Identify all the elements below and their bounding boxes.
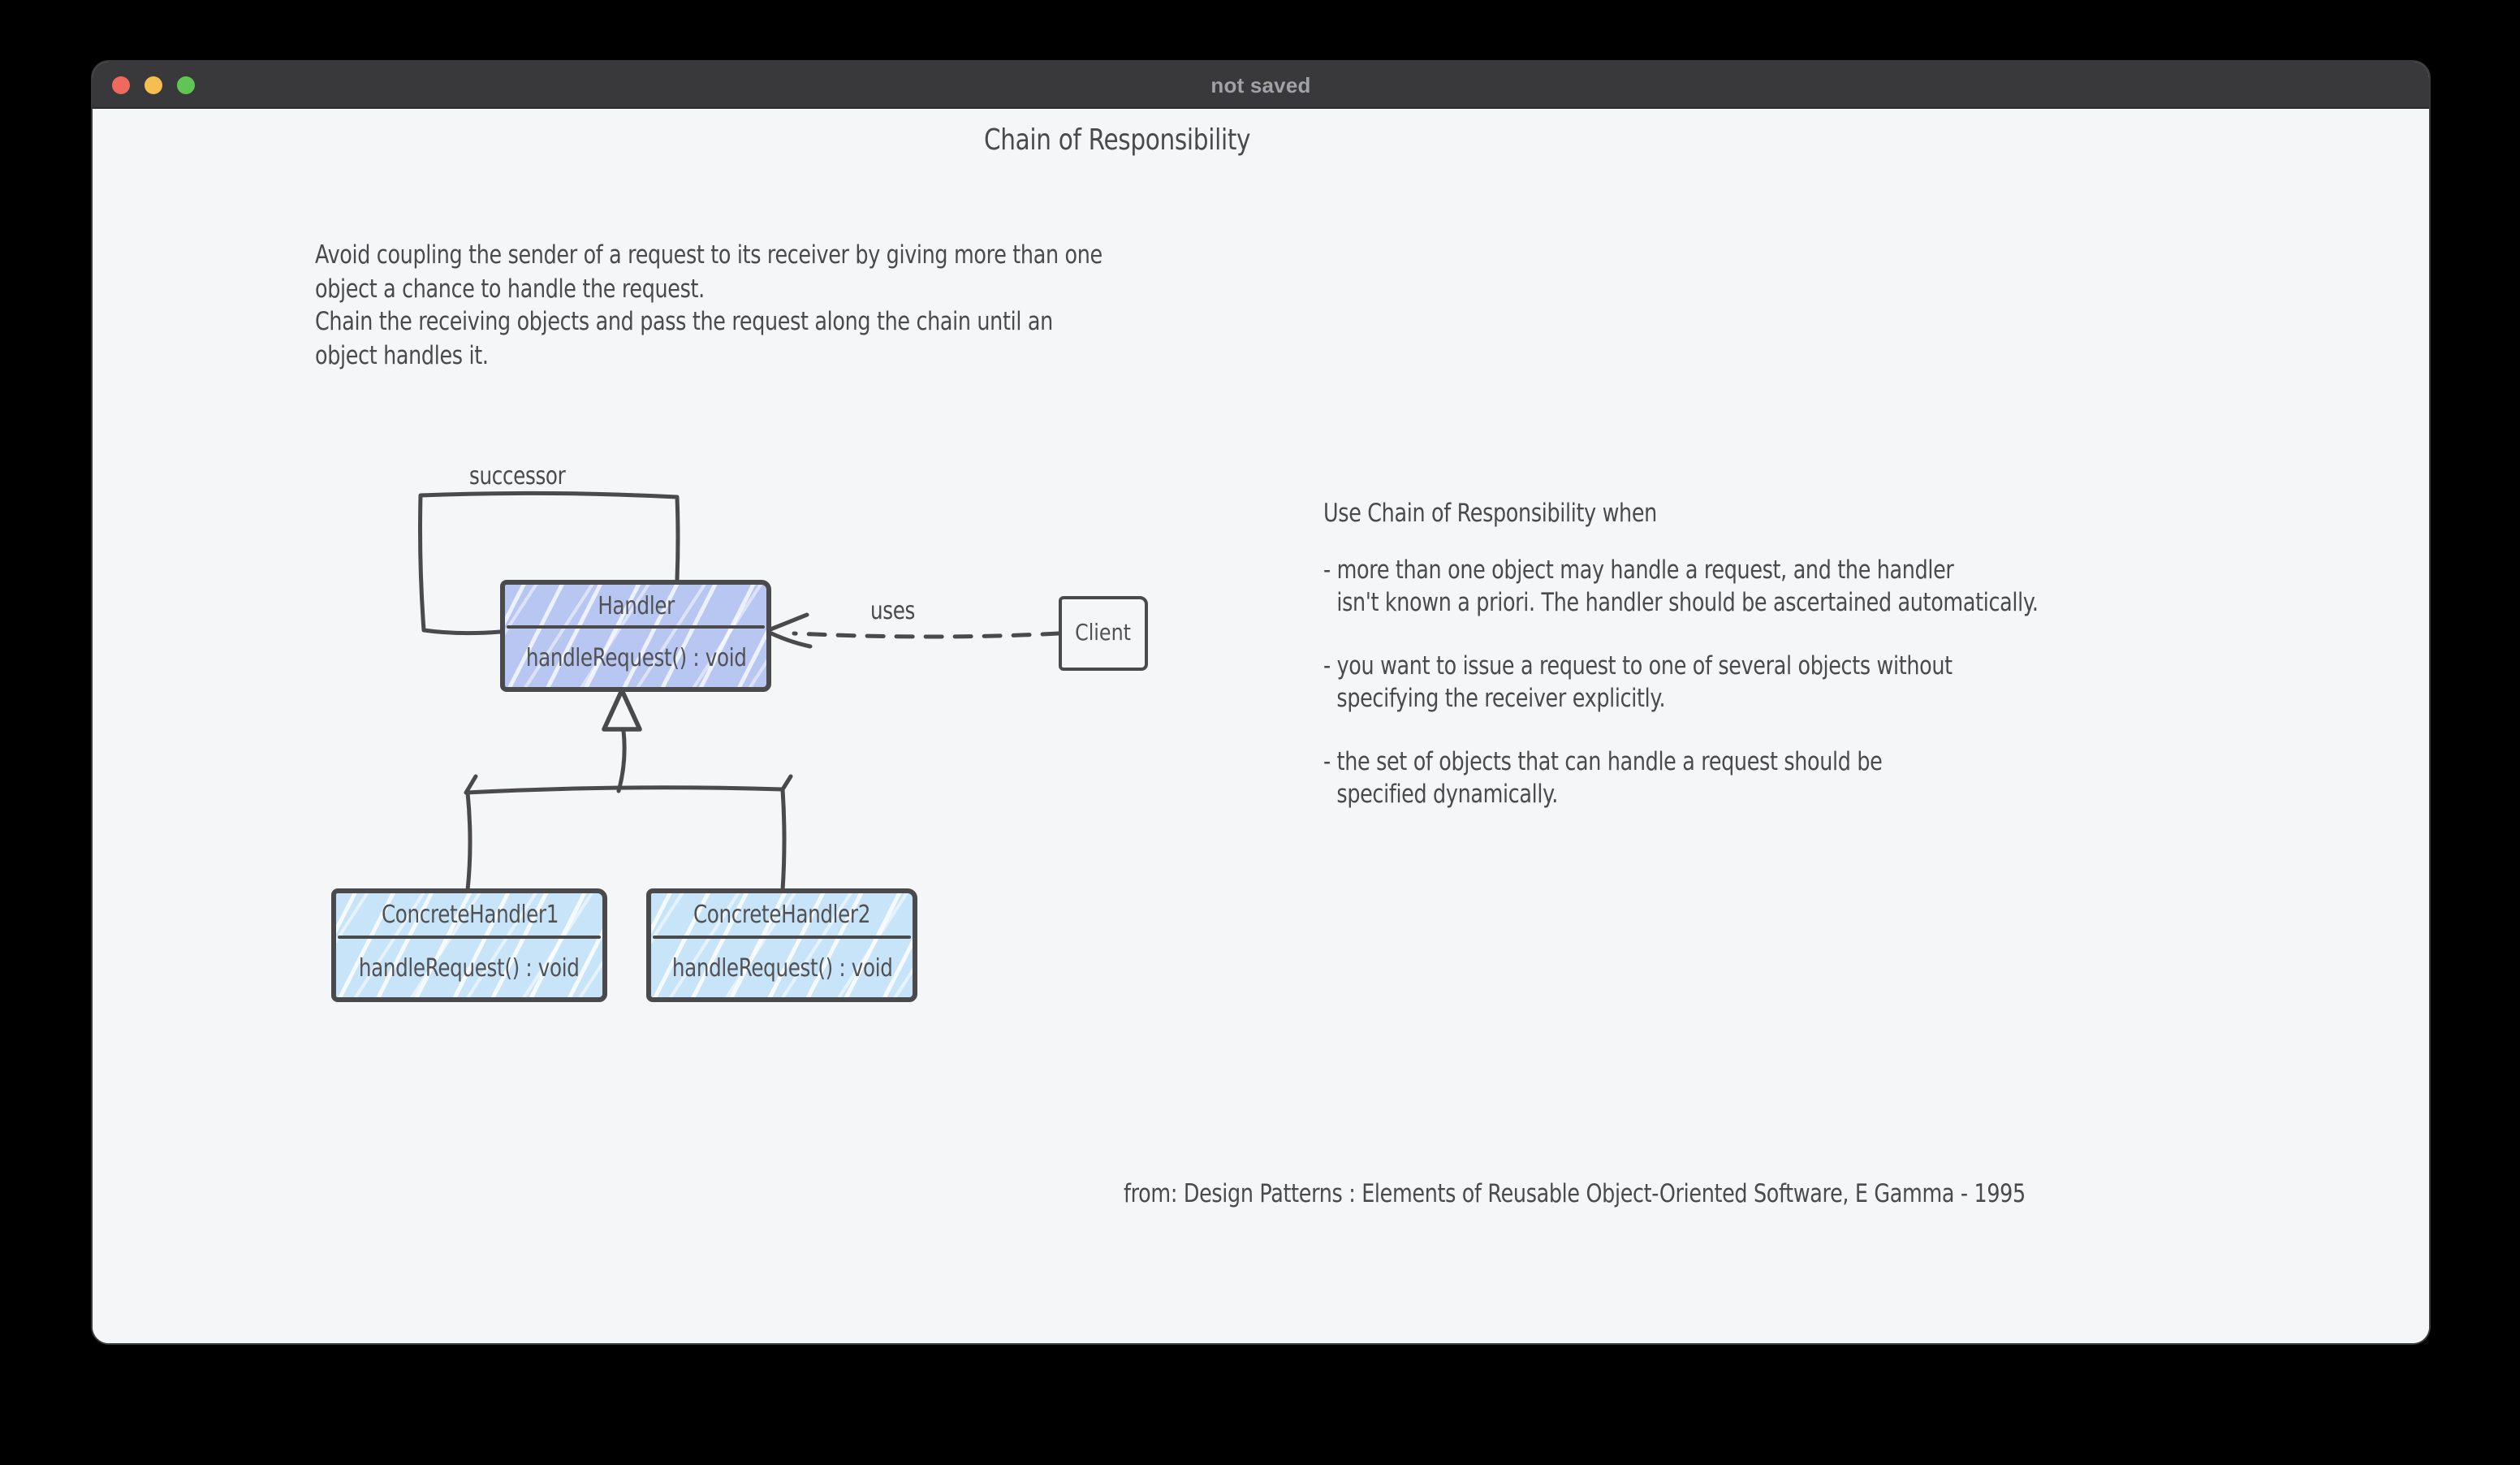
inheritance-horizontal-line[interactable]	[466, 776, 791, 793]
attribution-text[interactable]: from: Design Patterns : Elements of Reusable Object-Oriented Software, E Gamma - 1995	[1124, 1179, 2026, 1208]
usage-bullet	[1323, 649, 2039, 715]
uses-label[interactable]: uses	[870, 596, 916, 625]
concrete-handler2-method-text: handleRequest() : void	[671, 953, 892, 983]
usage-bullet	[1323, 553, 2039, 620]
description-line: object handles it.	[315, 340, 489, 369]
inheritance-triangle[interactable]	[604, 690, 640, 729]
usage-bullet-line: - the set of objects that can handle a request should be	[1323, 746, 1883, 776]
description-line: Avoid coupling the sender of a request to its receiver by giving more than one	[315, 240, 1102, 270]
handler-method-text: handleRequest() : void	[525, 643, 746, 673]
handler-class-box[interactable]	[500, 580, 771, 692]
app-window	[93, 62, 2429, 1343]
pattern-description-text[interactable]	[315, 239, 1102, 372]
concrete-handler1-name: ConcreteHandler1	[380, 900, 559, 929]
usage-bullet-line: - more than one object may handle a request, and the handler	[1323, 555, 1954, 584]
traffic-lights	[112, 62, 195, 107]
usage-notes-text[interactable]	[1323, 497, 2039, 841]
usage-bullet-line: specifying the receiver explicitly.	[1336, 684, 1666, 713]
usage-bullet	[1323, 745, 2039, 811]
inheritance-left-line[interactable]	[468, 793, 470, 890]
minimize-button[interactable]	[145, 76, 162, 93]
concrete-handler1-method-text: handleRequest() : void	[359, 953, 580, 983]
description-line: Chain the receiving objects and pass the request along the chain until an	[315, 307, 1053, 336]
usage-bullet-line: specified dynamically.	[1336, 780, 1558, 809]
successor-label[interactable]: successor	[469, 461, 566, 490]
handler-class-name: Handler	[597, 590, 675, 620]
concrete-handler2-class-box[interactable]	[646, 888, 917, 1002]
usage-bullet-line: isn't known a priori. The handler should be ascertained automatically.	[1336, 588, 2039, 617]
client-label: Client	[1075, 620, 1132, 646]
description-line: object a chance to handle the request.	[315, 274, 705, 303]
window-title: not saved	[1210, 72, 1311, 97]
uses-dashed-line[interactable]	[794, 633, 1059, 637]
inheritance-right-line[interactable]	[783, 789, 784, 890]
usage-bullet-line: - you want to issue a request to one of several objects without	[1323, 650, 1953, 680]
close-button[interactable]	[112, 76, 130, 93]
usage-heading: Use Chain of Responsibility when	[1323, 499, 1657, 528]
inheritance-stem-line[interactable]	[619, 731, 624, 791]
diagram-title-text[interactable]: Chain of Responsibility	[984, 123, 1251, 158]
uses-arrowhead	[766, 615, 810, 646]
window-titlebar[interactable]	[93, 62, 2429, 109]
client-box[interactable]	[1059, 596, 1148, 671]
concrete-handler1-class-box[interactable]	[331, 888, 607, 1002]
drawing-canvas[interactable]	[93, 109, 2429, 1343]
zoom-button[interactable]	[177, 76, 195, 93]
concrete-handler2-name: ConcreteHandler2	[693, 900, 871, 929]
